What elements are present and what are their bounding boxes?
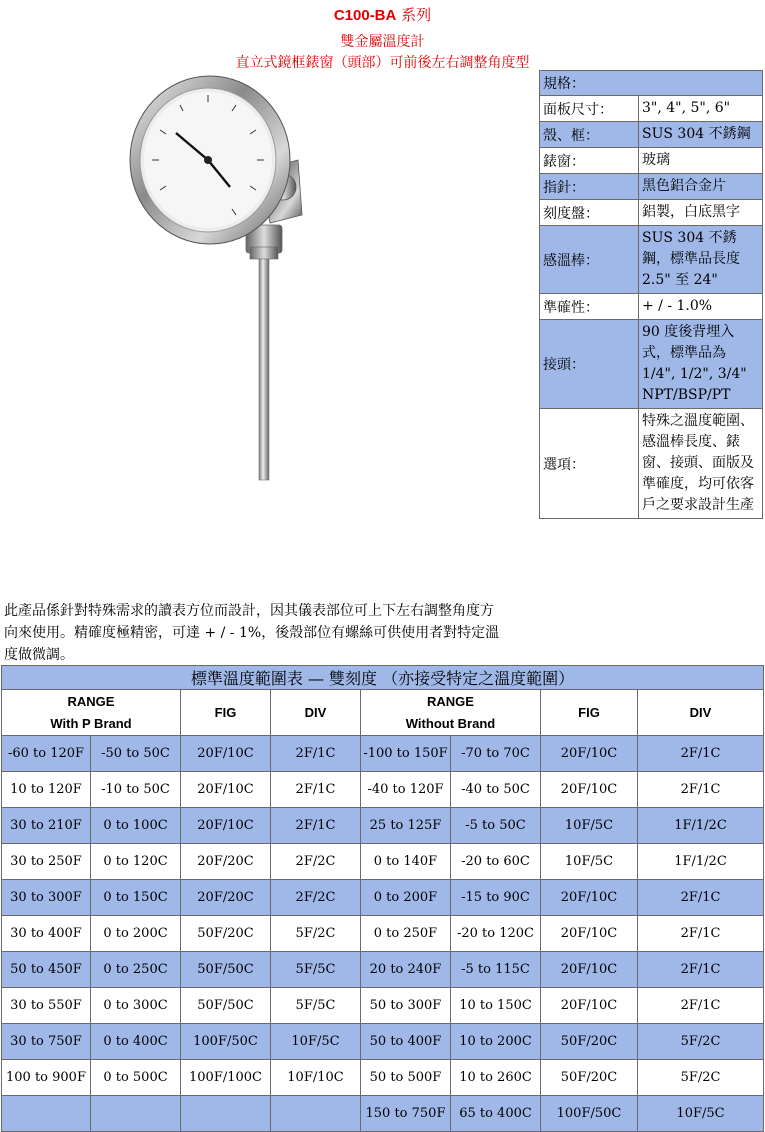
header-range-without-brand: RANGE Without Brand [361, 690, 541, 736]
spec-value: 特殊之溫度範圍、感溫棒長度、錶窗、接頭、面版及 準確度，均可依客戶之要求設計生產 [639, 409, 763, 519]
table-cell: -5 to 115C [451, 952, 541, 988]
spec-title-row [540, 71, 763, 96]
table-cell: 5F/2C [638, 1060, 764, 1096]
spec-value: 3", 4", 5", 6" [639, 96, 763, 122]
spec-row [540, 96, 763, 122]
range-table-title: 標準溫度範圍表 — 雙刻度 （亦接受特定之溫度範圍） [2, 666, 764, 690]
range-table [1, 665, 764, 1132]
spec-row [540, 409, 763, 519]
table-cell: 10 to 260C [451, 1060, 541, 1096]
table-cell: 5F/2C [271, 916, 361, 952]
spec-label: 準確性： [540, 294, 639, 320]
table-cell [271, 1096, 361, 1132]
table-cell: 2F/1C [638, 952, 764, 988]
table-cell: 10 to 150C [451, 988, 541, 1024]
table-cell: 10 to 120F [2, 772, 91, 808]
table-cell: -70 to 70C [451, 736, 541, 772]
spec-value: 鋁製，白底黑字 [639, 200, 763, 226]
spec-row [540, 122, 763, 148]
table-cell: 10F/5C [541, 844, 638, 880]
table-cell: 100F/50C [181, 1024, 271, 1060]
table-cell: 50 to 500F [361, 1060, 451, 1096]
table-row [2, 1024, 764, 1060]
header-div: DIV [271, 690, 361, 736]
table-cell: 20F/20C [181, 844, 271, 880]
product-note: 此產品係針對特殊需求的讀表方位而設計，因其儀表部位可上下左右調整角度方向來使用。精確度極精密，可達 + / - 1%，後殼部位有螺絲可供使用者對特定溫度做微調。 [4, 603, 500, 663]
table-cell: 50 to 300F [361, 988, 451, 1024]
table-cell: 30 to 400F [2, 916, 91, 952]
table-cell: 25 to 125F [361, 808, 451, 844]
table-cell: 100 to 900F [2, 1060, 91, 1096]
spec-row [540, 200, 763, 226]
spec-value: 90 度後背埋入式，標準品為 1/4", 1/2", 3/4" NPT/BSP/PT [639, 320, 763, 409]
product-subtitle: 雙金屬溫度計 [340, 34, 425, 50]
table-cell: 10F/5C [638, 1096, 764, 1132]
table-cell: 50F/50C [181, 988, 271, 1024]
table-cell: 20F/10C [181, 772, 271, 808]
spec-value: SUS 304 不銹鋼 [639, 122, 763, 148]
range-table-title-row [2, 666, 764, 690]
spec-label: 指針： [540, 174, 639, 200]
table-cell: 30 to 300F [2, 880, 91, 916]
spec-value: SUS 304 不銹鋼，標準品長度 2.5" 至 24" [639, 226, 763, 294]
spec-label: 感溫棒： [540, 226, 639, 294]
spec-label: 刻度盤： [540, 200, 639, 226]
table-cell: -60 to 120F [2, 736, 91, 772]
table-cell: 2F/1C [638, 880, 764, 916]
table-cell: 20F/10C [541, 952, 638, 988]
spec-label: 錶窗： [540, 148, 639, 174]
table-cell: 50F/50C [181, 952, 271, 988]
table-cell: -40 to 120F [361, 772, 451, 808]
table-cell: 0 to 250C [91, 952, 181, 988]
spec-row [540, 174, 763, 200]
spec-row [540, 226, 763, 294]
table-cell: 2F/1C [638, 772, 764, 808]
series-label: 系列 [401, 6, 432, 24]
table-cell: -20 to 120C [451, 916, 541, 952]
model-code: C100-BA [333, 7, 397, 24]
spec-value: 玻璃 [639, 148, 763, 174]
product-description: 直立式鏡框錶窗（頭部）可前後左右調整角度型 [235, 55, 530, 71]
table-cell: 0 to 140F [361, 844, 451, 880]
table-cell: 20F/10C [181, 736, 271, 772]
table-cell: 5F/2C [638, 1024, 764, 1060]
table-cell: 20F/10C [541, 988, 638, 1024]
table-cell: 20F/10C [181, 808, 271, 844]
table-cell: 20 to 240F [361, 952, 451, 988]
table-cell: 100F/50C [541, 1096, 638, 1132]
table-row [2, 772, 764, 808]
spec-value: 黑色鋁合金片 [639, 174, 763, 200]
table-cell: 0 to 250F [361, 916, 451, 952]
table-cell: 2F/1C [638, 736, 764, 772]
table-cell: -40 to 50C [451, 772, 541, 808]
table-cell: 1F/1/2C [638, 844, 764, 880]
table-cell: 2F/1C [271, 736, 361, 772]
header-range-with-brand: RANGE With P Brand [2, 690, 181, 736]
spec-label: 殼、框： [540, 122, 639, 148]
table-cell: 50F/20C [541, 1060, 638, 1096]
table-cell: 10 to 200C [451, 1024, 541, 1060]
spec-row [540, 294, 763, 320]
table-cell: 30 to 550F [2, 988, 91, 1024]
spec-table [539, 70, 763, 519]
table-row [2, 808, 764, 844]
table-row [2, 916, 764, 952]
table-cell [2, 1096, 91, 1132]
table-cell: 30 to 750F [2, 1024, 91, 1060]
spec-label: 面板尺寸： [540, 96, 639, 122]
table-cell: 65 to 400C [451, 1096, 541, 1132]
table-cell: 30 to 210F [2, 808, 91, 844]
table-row [2, 1060, 764, 1096]
table-cell [181, 1096, 271, 1132]
table-cell: 2F/2C [271, 844, 361, 880]
header-div-2: DIV [638, 690, 764, 736]
thermometer-image [120, 75, 320, 485]
table-cell: 5F/5C [271, 988, 361, 1024]
table-cell: 50 to 450F [2, 952, 91, 988]
spec-value: + / - 1.0% [639, 294, 763, 320]
table-row [2, 880, 764, 916]
spec-title: 規格： [540, 71, 763, 96]
table-cell: 2F/1C [271, 808, 361, 844]
table-cell: 0 to 200C [91, 916, 181, 952]
table-cell: 50F/20C [181, 916, 271, 952]
table-cell: 2F/1C [638, 916, 764, 952]
header-fig-2: FIG [541, 690, 638, 736]
table-row [2, 952, 764, 988]
table-row [2, 988, 764, 1024]
spec-row [540, 148, 763, 174]
table-cell: 0 to 300C [91, 988, 181, 1024]
table-cell: -20 to 60C [451, 844, 541, 880]
table-row [2, 1096, 764, 1132]
table-cell: 20F/10C [541, 772, 638, 808]
table-row [2, 844, 764, 880]
table-cell: 0 to 400C [91, 1024, 181, 1060]
table-cell: 20F/10C [541, 916, 638, 952]
table-cell: 0 to 120C [91, 844, 181, 880]
table-cell: 2F/2C [271, 880, 361, 916]
table-cell: 20F/10C [541, 736, 638, 772]
table-cell: 50 to 400F [361, 1024, 451, 1060]
table-cell: 2F/1C [638, 988, 764, 1024]
spec-label: 選項： [540, 409, 639, 519]
table-cell: -100 to 150F [361, 736, 451, 772]
table-cell: 0 to 200F [361, 880, 451, 916]
table-row [2, 736, 764, 772]
table-cell: -15 to 90C [451, 880, 541, 916]
table-cell: 2F/1C [271, 772, 361, 808]
table-cell: 0 to 150C [91, 880, 181, 916]
table-cell: 20F/20C [181, 880, 271, 916]
table-cell: 0 to 500C [91, 1060, 181, 1096]
table-cell: 30 to 250F [2, 844, 91, 880]
table-cell: -50 to 50C [91, 736, 181, 772]
table-cell: 150 to 750F [361, 1096, 451, 1132]
table-cell: -5 to 50C [451, 808, 541, 844]
table-cell: 50F/20C [541, 1024, 638, 1060]
table-cell: 0 to 100C [91, 808, 181, 844]
table-cell: 1F/1/2C [638, 808, 764, 844]
spec-row [540, 320, 763, 409]
range-table-header-row [2, 690, 764, 736]
table-cell: 100F/100C [181, 1060, 271, 1096]
header-fig: FIG [181, 690, 271, 736]
table-cell: -10 to 50C [91, 772, 181, 808]
table-cell [91, 1096, 181, 1132]
table-cell: 10F/10C [271, 1060, 361, 1096]
spec-label: 接頭： [540, 320, 639, 409]
table-cell: 10F/5C [541, 808, 638, 844]
table-cell: 5F/5C [271, 952, 361, 988]
table-cell: 10F/5C [271, 1024, 361, 1060]
product-title [0, 4, 765, 25]
table-cell: 20F/10C [541, 880, 638, 916]
